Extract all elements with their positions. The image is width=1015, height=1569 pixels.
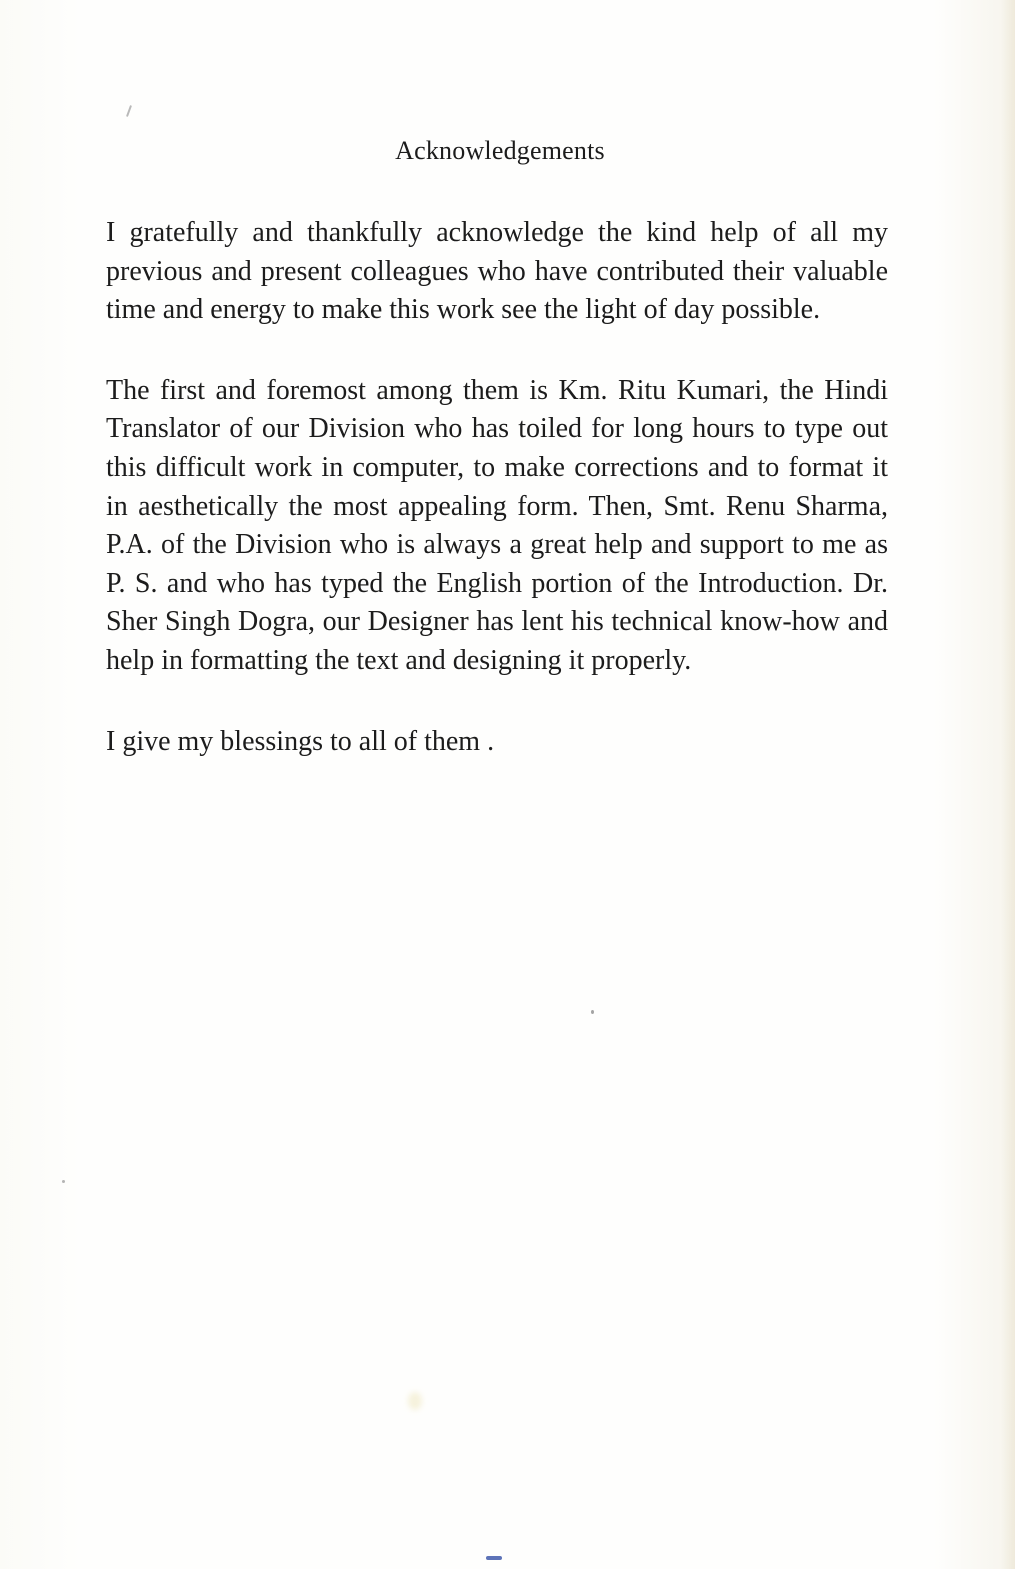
- ink-mark: [486, 1556, 502, 1560]
- scan-speck: [591, 1010, 594, 1014]
- paragraph-colleagues: The first and foremost among them is Km. Ritu Kumari, the Hindi Translator of our Division who has toiled for long hours to type out this difficult work in computer, to make corrections and to format it in aesthetically the most appealing form. Then, Smt. Renu Sharma, P.A. of the Division who is always a great help and support to me as P. S. and who has typed the English portion of the Introduction. Dr. Sher Singh Dogra, our Designer has lent his technical know-how and help in formatting the text and designing it properly.: [106, 374, 888, 676]
- page-edge-shadow: [1001, 0, 1015, 1569]
- scan-speck: [126, 105, 132, 117]
- page-title: Acknowledgements: [395, 136, 605, 165]
- paragraph-gratitude: I gratefully and thankfully acknowledge the kind help of all my previous and present colleagues who have contributed their valuable time and energy to make this work see the light of day possible.: [106, 217, 888, 326]
- body-text: [106, 214, 888, 761]
- paper-stain: [408, 1392, 422, 1410]
- paragraph-blessings: I give my blessings to all of them .: [106, 725, 495, 757]
- scan-speck: [62, 1180, 65, 1183]
